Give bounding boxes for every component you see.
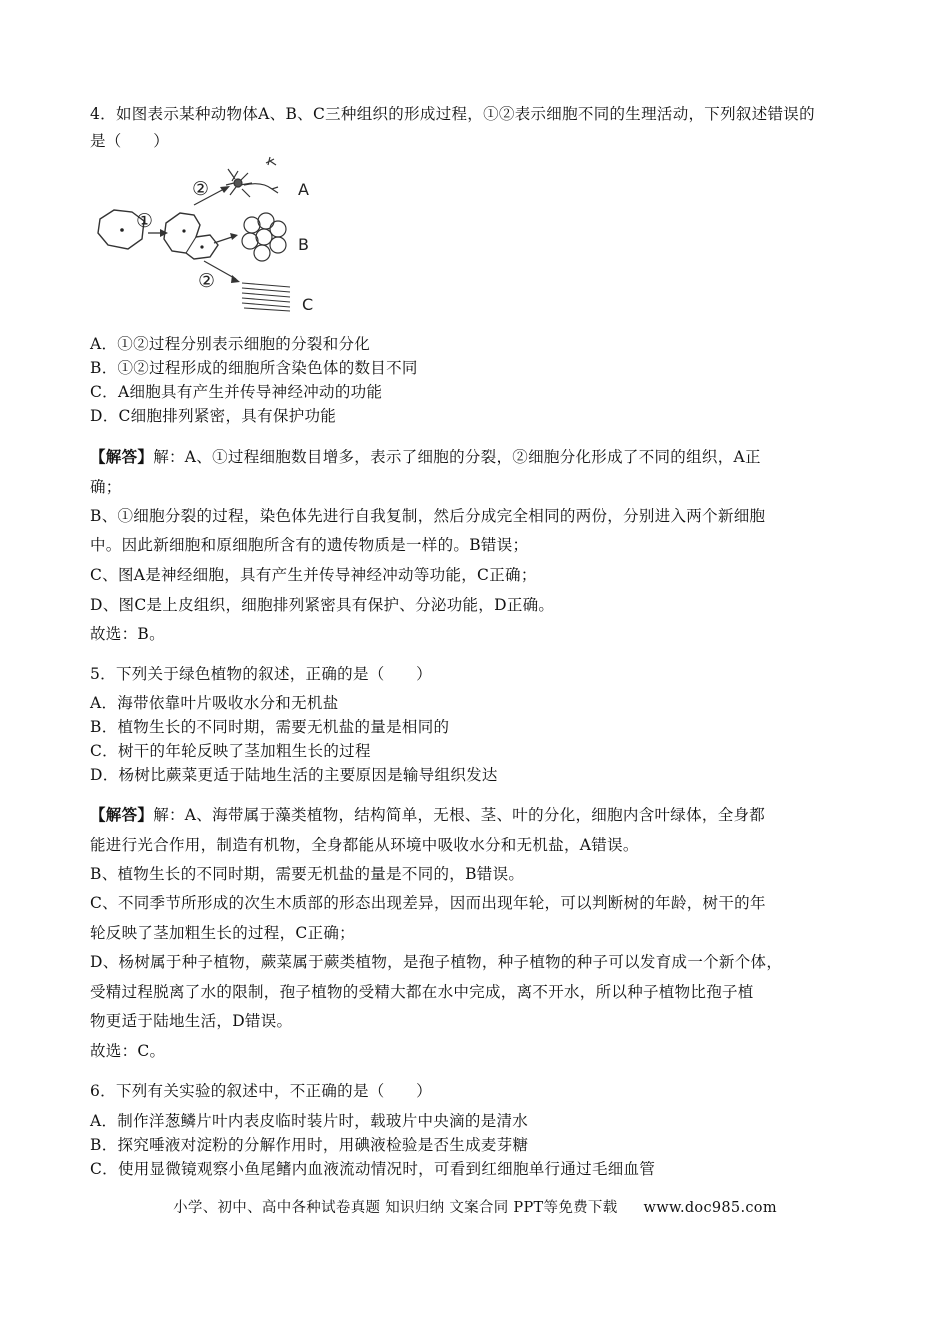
q5-answer-line-8: 物更适于陆地生活，D错误。 <box>90 1012 293 1030</box>
label-circled-2-top: ② <box>192 178 210 200</box>
answer-tag: 【解答】 <box>90 805 154 824</box>
q5-option-d: D．杨树比蕨菜更适于陆地生活的主要原因是输导组织发达 <box>90 766 498 784</box>
q4-answer-line-2: 确； <box>90 478 122 496</box>
q5-answer-line-5: 轮反映了茎加粗生长的过程，C正确； <box>90 924 355 942</box>
label-B: B <box>298 235 309 254</box>
cell-differentiation-figure <box>92 155 332 315</box>
q4-answer-line-1: 【解答】解：A、①过程细胞数目增多，表示了细胞的分裂，②细胞分化形成了不同的组织，A正 <box>90 447 761 466</box>
q4-option-a: A．①②过程分别表示细胞的分裂和分化 <box>90 335 371 353</box>
q4-answer-line-3: B、①细胞分裂的过程，染色体先进行自我复制，然后分成完全相同的两份，分别进入两个新细胞 <box>90 507 766 525</box>
q5-answer-line-3: B、植物生长的不同时期，需要无机盐的量是不同的，B错误。 <box>90 865 525 883</box>
q5-answer-line-4: C、不同季节所形成的次生木质部的形态出现差异，因而出现年轮，可以判断树的年龄，树干的年 <box>90 894 766 912</box>
q4-answer-line-4: 中。因此新细胞和原细胞所含有的遗传物质是一样的。B错误； <box>90 536 529 554</box>
label-A: A <box>298 180 309 199</box>
q4-answer-line-5: C、图A是神经细胞，具有产生并传导神经冲动等功能，C正确； <box>90 566 537 584</box>
q6-option-b: B．探究唾液对淀粉的分解作用时，用碘液检验是否生成麦芽糖 <box>90 1136 529 1154</box>
label-circled-2-bottom: ② <box>198 270 216 292</box>
footer-url[interactable]: www.doc985.com <box>643 1200 777 1216</box>
q4-stem-line-1: 4．如图表示某种动物体A、B、C三种组织的形成过程，①②表示细胞不同的生理活动，下列叙述错误的 <box>90 105 815 123</box>
q5-answer-line-6: D、杨树属于种子植物，蕨菜属于蕨类植物，是孢子植物，种子植物的种子可以发育成一个新个体， <box>90 953 783 971</box>
q5-stem: 5．下列关于绿色植物的叙述，正确的是（ ） <box>90 665 432 683</box>
q4-option-c: C．A细胞具有产生并传导神经冲动的功能 <box>90 383 383 401</box>
q5-answer-line-1: 【解答】解：A、海带属于藻类植物，结构简单，无根、茎、叶的分化，细胞内含叶绿体，全身都 <box>90 805 766 824</box>
q4-answer-line-6: D、图C是上皮组织，细胞排列紧密具有保护、分泌功能，D正确。 <box>90 596 555 614</box>
q5-option-a: A．海带依靠叶片吸收水分和无机盐 <box>90 694 339 712</box>
label-circled-1: ① <box>136 210 154 232</box>
nerve-cell <box>226 157 278 197</box>
q6-option-c: C．使用显微镜观察小鱼尾鳍内血液流动情况时，可看到红细胞单行通过毛细血管 <box>90 1160 656 1178</box>
answer-tag: 【解答】 <box>90 447 154 466</box>
label-C: C <box>302 295 314 314</box>
q5-option-b: B．植物生长的不同时期，需要无机盐的量是相同的 <box>90 718 450 736</box>
q4-option-d: D．C细胞排列紧密，具有保护功能 <box>90 407 337 425</box>
q6-stem: 6．下列有关实验的叙述中，不正确的是（ ） <box>90 1082 432 1100</box>
q5-answer-line-2: 能进行光合作用，制造有机物，全身都能从环境中吸收水分和无机盐，A错误。 <box>90 836 639 854</box>
q5-answer-line-7: 受精过程脱离了水的限制，孢子植物的受精大都在水中完成，离不开水，所以种子植物比孢子植 <box>90 983 754 1001</box>
tissue-layers <box>242 283 290 311</box>
page-footer <box>0 1196 950 1217</box>
q4-stem-line-2: 是（ ） <box>90 132 170 150</box>
footer-text: 小学、初中、高中各种试卷真题 知识归纳 文案合同 PPT等免费下载 <box>173 1200 618 1216</box>
q4-answer-line-7: 故选：B。 <box>90 625 165 643</box>
q6-option-a: A．制作洋葱鳞片叶内表皮临时装片时，载玻片中央滴的是清水 <box>90 1112 529 1130</box>
dividing-cells <box>164 213 218 259</box>
cluster-cells <box>242 213 286 261</box>
q5-option-c: C．树干的年轮反映了茎加粗生长的过程 <box>90 742 371 760</box>
q4-option-b: B．①②过程形成的细胞所含染色体的数目不同 <box>90 359 418 377</box>
q5-answer-line-9: 故选：C。 <box>90 1042 166 1060</box>
